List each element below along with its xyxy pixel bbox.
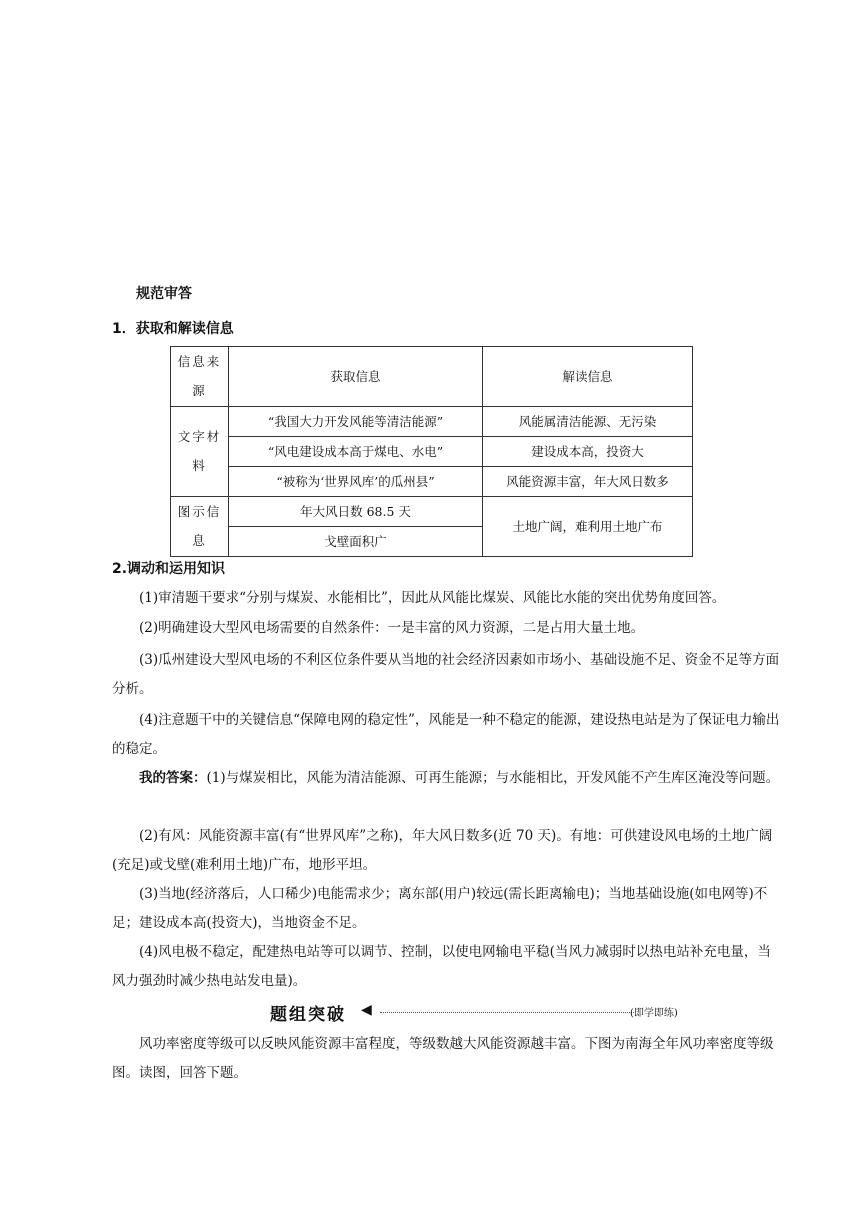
answer-text: (1)与煤炭相比，风能为清洁能源、可再生能源；与水能相比，开发风能不产生库区淹没等问题。: [206, 770, 780, 786]
header-interpret: 解读信息: [483, 347, 693, 407]
knowledge-item: (1)审清题干要求“分别与煤炭、水能相比”，因此从风能比煤炭、风能比水能的突出优势角度回答。: [139, 590, 726, 606]
obtain-cell: “我国大力开发风能等清洁能源”: [229, 407, 483, 437]
step1-title: 1．获取和解读信息: [112, 321, 234, 337]
interpret-cell: 风能资源丰富，年大风日数多: [483, 467, 693, 497]
answer-1: [112, 764, 780, 793]
info-table: [170, 346, 693, 557]
knowledge-item: (4)注意题干中的关键信息“保障电网的稳定性”，风能是一种不稳定的能源，建设热电站是为了保证电力输出的稳定。: [112, 712, 780, 757]
header-source: 信息来源: [171, 347, 229, 407]
step2-title: 2.调动和运用知识: [112, 561, 226, 577]
section-title: 规范审答: [136, 286, 192, 302]
obtain-cell: 年大风日数 68.5 天: [229, 497, 483, 527]
obtain-cell: 戈壁面积广: [229, 527, 483, 557]
obtain-cell: “风电建设成本高于煤电、水电”: [229, 437, 483, 467]
answer-4: (4)风电极不稳定，配建热电站等可以调节、控制，以使电网输电平稳(当风力减弱时以热电站补充电量，当风力强劲时减少热电站发电量)。: [112, 944, 771, 989]
answer-label: 我的答案：: [139, 770, 207, 786]
interpret-cell: 建设成本高，投资大: [483, 437, 693, 467]
text-material-label: 文字材料: [171, 407, 229, 497]
header-obtain: 获取信息: [229, 347, 483, 407]
answer-2: (2)有风：风能资源丰富(有“世界风库”之称)，年大风日数多(近 70 天)。有地：可供建设风电场的土地广阔(充足)或戈壁(难利用土地)广布，地形平坦。: [112, 828, 773, 873]
table-header-row: [171, 347, 693, 407]
figure-info-label: 图示信息: [171, 497, 229, 557]
table-row: [171, 407, 693, 437]
table-row: [171, 497, 693, 527]
dotted-leader: [380, 1012, 634, 1013]
question-intro: 风功率密度等级可以反映风能资源丰富程度，等级数越大风能资源越丰富。下图为南海全年风功率密度等级图。读图，回答下题。: [112, 1036, 774, 1081]
triangle-left-icon: ◀: [361, 1002, 372, 1018]
obtain-cell: “被称为‘世界风库’的瓜州县”: [229, 467, 483, 497]
knowledge-item: (2)明确建设大型风电场需要的自然条件：一是丰富的风力资源，二是占用大量土地。: [139, 620, 645, 636]
table-row: [171, 467, 693, 497]
section-banner: [270, 1000, 678, 1025]
knowledge-item: (3)瓜州建设大型风电场的不利区位条件要从当地的社会经济因素如市场小、基础设施不足、资金不足等方面分析。: [112, 652, 780, 697]
interpret-cell: 土地广阔，难利用土地广布: [483, 497, 693, 557]
banner-note: (即学即练): [630, 1008, 678, 1019]
interpret-cell: 风能属清洁能源、无污染: [483, 407, 693, 437]
banner-title: 题组突破: [270, 1005, 346, 1025]
table-row: [171, 437, 693, 467]
answer-3: (3)当地(经济落后，人口稀少)电能需求少；离东部(用户)较远(需长距离输电)；当地基础设施(如电网等)不足；建设成本高(投资大)，当地资金不足。: [112, 886, 768, 931]
